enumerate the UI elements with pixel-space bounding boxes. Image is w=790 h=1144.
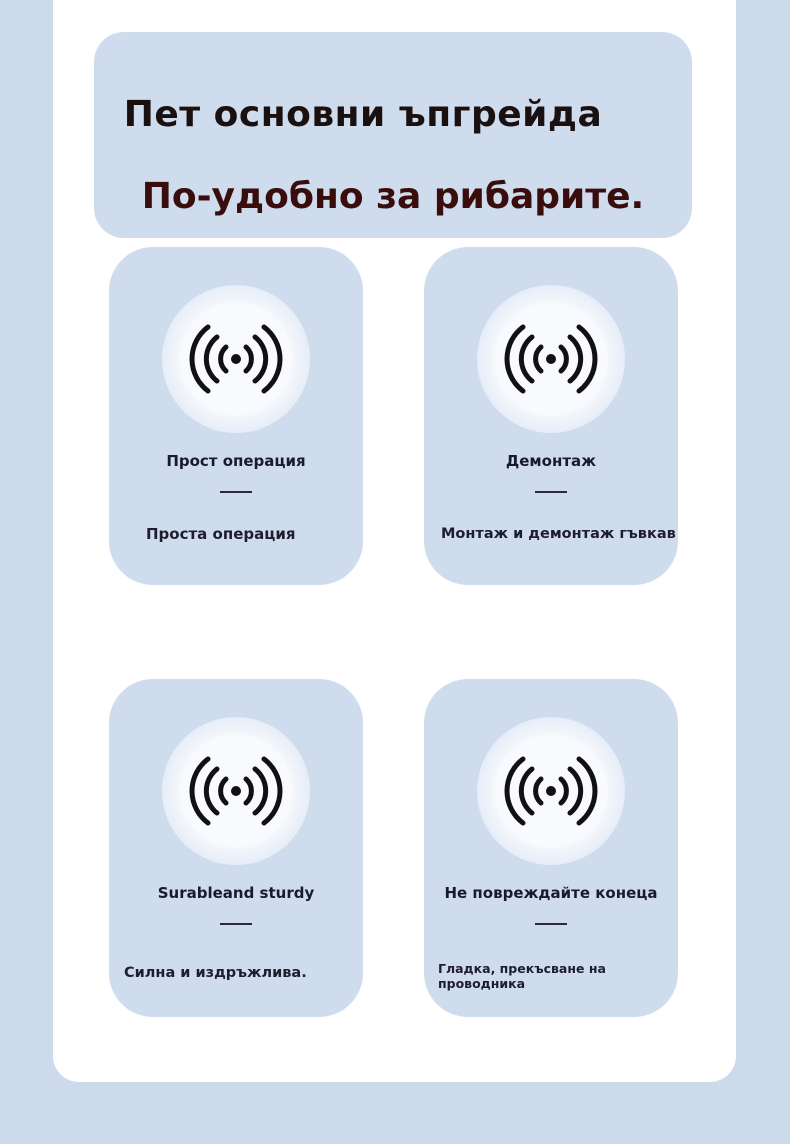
icon-halo [477, 717, 625, 865]
card-title: Прост операция [166, 452, 306, 470]
icon-disc [180, 735, 292, 847]
icon-disc [495, 303, 607, 415]
header-subtitle: По-удобно за рибарите. [141, 176, 645, 217]
icon-halo [162, 285, 310, 433]
feature-card-disassembly [424, 247, 678, 585]
signal-waves-icon [501, 741, 601, 841]
card-title: Surableand sturdy [157, 884, 315, 902]
icon-halo [477, 285, 625, 433]
signal-waves-icon [501, 309, 601, 409]
feature-card-sturdy [109, 679, 363, 1017]
card-title: Демонтаж [505, 452, 597, 470]
card-description: Силна и издръжлива. [124, 965, 307, 981]
card-description: Проста операция [146, 525, 296, 543]
divider [220, 491, 252, 493]
header-title: Пет основни ъпгрейда [123, 94, 603, 135]
card-description: Гладка, прекъсване на проводника [438, 961, 606, 991]
card-description: Монтаж и демонтаж гъвкав [441, 526, 676, 542]
card-title: Не повреждайте конеца [444, 884, 658, 902]
divider [535, 491, 567, 493]
feature-card-simple-operation [109, 247, 363, 585]
icon-disc [495, 735, 607, 847]
icon-disc [180, 303, 292, 415]
icon-halo [162, 717, 310, 865]
divider [535, 923, 567, 925]
divider [220, 923, 252, 925]
feature-card-no-line-damage [424, 679, 678, 1017]
header-banner [94, 32, 692, 238]
signal-waves-icon [186, 741, 286, 841]
signal-waves-icon [186, 309, 286, 409]
